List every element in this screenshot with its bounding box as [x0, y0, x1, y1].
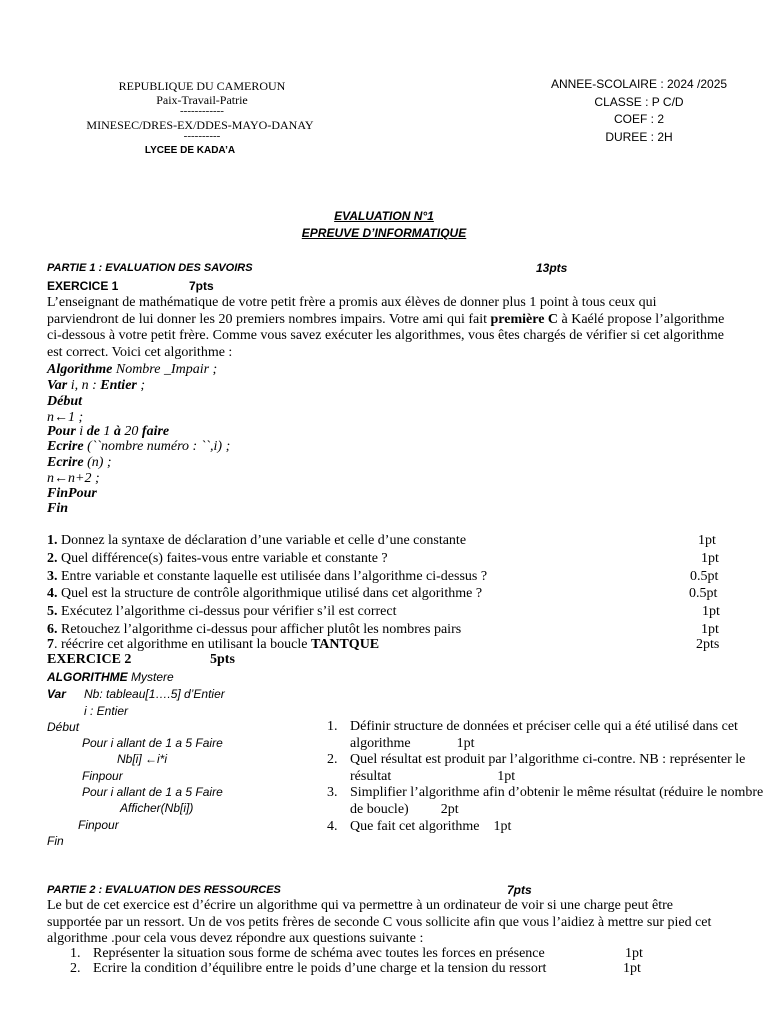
question-points: 1pt [623, 961, 641, 976]
partie2-intro: Le but de cet exercice est d’écrire un algorithme qui va permettre à un ordinateur de voir si une charge peut être supportée par un ressort. Un de vos petits frères de seconde C vous sollicite afin que vous l’aidiez à mettre sur pied cet algorithme .pour cela vous devez répondre aux questions suivante : [47, 898, 712, 946]
algo2-line: Finpour [82, 769, 123, 783]
question-number: 1. [47, 533, 58, 548]
exercice2-points: 5pts [210, 652, 235, 667]
question [47, 622, 461, 638]
question-points: 2pt [440, 802, 459, 817]
algo-keyword: ALGORITHME [47, 670, 128, 684]
algo-keyword: Pour [47, 424, 76, 439]
algo-text: 20 [120, 424, 142, 439]
question-points: 1pt [497, 769, 516, 784]
partie2-points: 7pts [507, 883, 532, 897]
algo-text: i, n : [67, 378, 101, 393]
question-text: Donnez la syntaxe de déclaration d’une variable et celle d’une constante [57, 533, 467, 548]
algo-line: Début [47, 394, 82, 409]
question-text [350, 818, 768, 835]
partie2-heading: PARTIE 2 : EVALUATION DES RESSOURCES [47, 884, 281, 896]
intro-text: à Kaélé propose l’algorithme ci-dessous à votre petit frère. Comme vous savez exécuter les algorithmes, vous êtes chargés de vérifier si cet algorithme est correct. Voici cet algorithme : [47, 311, 725, 360]
question-text: Quel est la structure de contrôle algorithmique utilisé dans cet algorithme ? [57, 586, 483, 601]
question-points: 1pt [702, 604, 720, 619]
question-points: 1pt [456, 736, 475, 751]
question-number: 3. [327, 785, 338, 800]
algo-line: n←1 ; [47, 410, 84, 425]
algo-text: (n) ; [83, 455, 112, 470]
question-text: . réécrire cet algorithme en utilisant la boucle [54, 637, 311, 652]
algo-keyword: Ecrire [47, 455, 84, 470]
question-number: 6. [47, 622, 58, 637]
algo-line [47, 439, 230, 455]
exam-subject: EPREUVE D’INFORMATIQUE [301, 226, 467, 240]
algo2-line: Pour i allant de 1 a 5 Faire [82, 736, 223, 750]
question-number: 7 [47, 637, 54, 652]
algo-keyword: Var [47, 378, 68, 393]
question-points: 1pt [701, 551, 719, 566]
question [47, 586, 482, 602]
question-keyword: TANTQUE [310, 637, 380, 652]
question [47, 604, 396, 620]
class-label: CLASSE : P C/D [594, 95, 684, 109]
question-number: 5. [47, 604, 58, 619]
algo-text: ; [136, 378, 146, 393]
exercice1-heading: EXERCICE 1 [47, 279, 119, 293]
algo2-line [47, 670, 174, 684]
evaluation-title: EVALUATION N°1 [334, 209, 434, 223]
algo-text: 1 [99, 424, 114, 439]
question-number: 4. [47, 586, 58, 601]
algo2-line: Finpour [78, 818, 119, 832]
question-text: Ecrire la condition d’équilibre entre le poids d’une charge et la tension du ressort [93, 961, 547, 976]
algo-line [47, 362, 217, 378]
algo-text: (``nombre numéro : ``,i) ; [83, 439, 231, 454]
question-text [350, 751, 768, 785]
question-text: Quel différence(s) faites-vous entre variable et constante ? [57, 551, 388, 566]
country-motto: Paix-Travail-Patrie [156, 93, 248, 107]
question [47, 551, 388, 567]
algo2-line: i : Entier [84, 704, 129, 718]
question-body: Simplifier l’algorithme afin d’obtenir le même résultat (réduire le nombre de boucle) [350, 785, 764, 817]
question-text [350, 718, 768, 752]
country-name: REPUBLIQUE DU CAMEROUN [118, 79, 286, 93]
algo2-line: Nb: tableau[1….5] d’Entier [84, 687, 225, 701]
algo-line: Fin [47, 501, 69, 516]
exercice1-points: 7pts [189, 279, 214, 293]
algo2-line: Fin [47, 834, 64, 848]
algo-keyword: Entier [100, 378, 137, 393]
question [47, 569, 487, 585]
question-text: Retouchez l’algorithme ci-dessus pour afficher plutôt les nombres pairs [57, 622, 462, 637]
question-number: 1. [327, 719, 338, 734]
exercice1-intro [47, 295, 727, 361]
question-number: 4. [327, 819, 338, 834]
algo-keyword: de [86, 424, 100, 439]
question-number: 3. [47, 569, 58, 584]
question [47, 637, 379, 653]
question [47, 533, 466, 549]
question-points: 1pt [701, 622, 719, 637]
question-text: Exécutez l’algorithme ci-dessus pour vérifier s’il est correct [57, 604, 397, 619]
separator: ------------ [180, 105, 224, 117]
question-text: Entre variable et constante laquelle est utilisée dans l’algorithme ci-dessus ? [57, 569, 488, 584]
algo2-line: Afficher(Nb[i]) [120, 801, 194, 815]
algo2-keyword: Var [47, 687, 66, 701]
school-year: ANNEE-SCOLAIRE : 2024 /2025 [550, 77, 728, 91]
question-number: 2. [327, 752, 338, 767]
question-points: 0.5pt [689, 586, 718, 601]
school-name: LYCEE DE KADA’A [144, 145, 236, 156]
question-number: 2. [47, 551, 58, 566]
question-number: 1. [70, 946, 81, 961]
algo-line [47, 378, 145, 394]
algo-keyword: à [113, 424, 121, 439]
intro-class: première C [490, 311, 559, 327]
algo-text: Mystere [127, 670, 174, 684]
algo-keyword: faire [141, 424, 170, 439]
separator: ---------- [183, 130, 221, 142]
algo-line: n←n+2 ; [47, 471, 100, 486]
question-text: Représenter la situation sous forme de schéma avec toutes les forces en présence [93, 946, 545, 961]
question-points: 1pt [625, 946, 643, 961]
exercice2-heading: EXERCICE 2 [47, 652, 132, 667]
algo2-line: Pour i allant de 1 a 5 Faire [82, 785, 223, 799]
question-body: Que fait cet algorithme [350, 819, 480, 834]
algo-line [47, 424, 169, 440]
duration-label: DUREE : 2H [605, 130, 673, 144]
question-points: 1pt [493, 819, 512, 834]
question-points: 0.5pt [690, 569, 719, 584]
question-body: Définir structure de données et préciser celle qui a été utilisé dans cet algorithme [350, 719, 738, 751]
algo-keyword: Algorithme [47, 362, 113, 377]
algo-line: FinPour [47, 486, 97, 501]
question-points: 2pts [696, 637, 720, 652]
algo-text: Nombre _Impair ; [112, 362, 218, 377]
question-points: 1pt [698, 533, 716, 548]
question-number: 2. [70, 961, 81, 976]
intro-text: L’enseignant de mathématique de votre petit frère a promis aux élèves de donner plus 1 point à tous ceux qui parviendront de lui donner les 20 premiers nombres impairs. Votre ami qui fait [47, 295, 657, 327]
algo2-line: Nb[i] ←i*i [117, 752, 168, 766]
question-text [350, 784, 768, 818]
algo-line [47, 455, 112, 471]
question-body: Quel résultat est produit par l’algorithme ci-contre. NB : représenter le résultat [350, 752, 746, 784]
algo2-line: Début [47, 720, 80, 734]
algo-text: i [75, 424, 87, 439]
partie1-points: 13pts [536, 261, 568, 275]
partie1-heading: PARTIE 1 : EVALUATION DES SAVOIRS [47, 262, 253, 274]
algo-keyword: Ecrire [47, 439, 84, 454]
coef-label: COEF : 2 [613, 112, 664, 126]
ministry-name: MINESEC/DRES-EX/DDES-MAYO-DANAY [86, 118, 314, 132]
